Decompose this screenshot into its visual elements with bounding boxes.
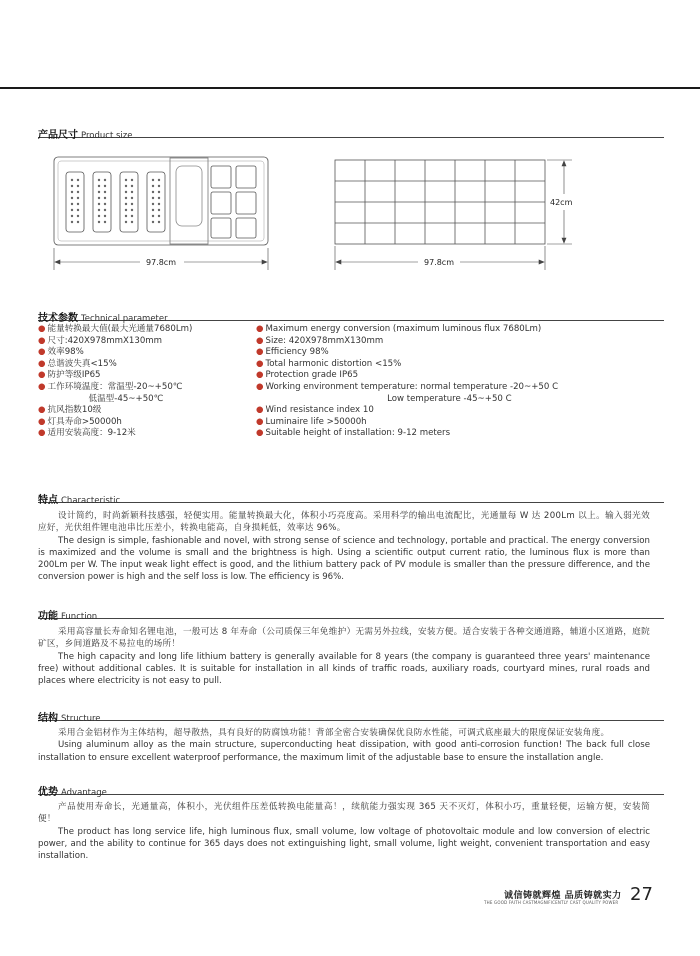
section-title-en: Advantage	[61, 788, 107, 798]
structure-text-en: Using aluminum alloy as the main structure, superconducting heat dissipation, with good anti-corrosion function! The back full close installation to ensure excellent waterproof performance, the maximum limit of the adjustable base to ensure the installation angle.	[38, 740, 650, 763]
section-header-function	[38, 604, 664, 622]
param-item-en: ● Total harmonic distortion <15%	[256, 358, 402, 369]
section-title-cn: 结构	[38, 713, 58, 724]
section-title-cn: 特点	[38, 495, 58, 506]
structure-text-cn: 采用合金铝材作为主体结构，超导散热，具有良好的防腐蚀功能！背部全密合安装确保优良防水性能，可调式底座最大的限度保证安装角度。	[58, 728, 610, 738]
top-rule	[0, 87, 700, 89]
function-text-cn: 采用高容量长寿命知名锂电池，一般可达 8 年寿命（公司质保三年免维护）无需另外拉线，安装方便。适合安装于各种交通道路，辅道小区道路，庭院矿区，乡间道路及不易拉电的场所！	[38, 627, 650, 650]
param-item-cn: ● 适用安装高度：9-12米	[38, 428, 136, 439]
param-item-en: ● Working environment temperature: normal temperature -20~+50 C	[256, 381, 559, 392]
param-item-en: ● Suitable height of installation: 9-12 meters	[256, 428, 451, 439]
back-width-label: 97.8cm	[423, 258, 455, 267]
section-title-cn: 优势	[38, 787, 58, 798]
function-text	[38, 626, 650, 687]
param-item-cn: ● 总谐波失真<15%	[38, 358, 117, 369]
param-item-cn-continued: 低温型-45~+50℃	[47, 393, 164, 404]
characteristic-text-cn: 设计简约，时尚新颖科技感强，轻便实用。能量转换最大化，体积小巧亮度高。采用科学的输出电流配比，光通量每 W 达 200Lm 以上。输入弱光效应好，光伏组件锂电池串比压差小，转换电能高，自身损耗低，效率达 96%。	[38, 511, 650, 534]
param-item-en: ● Luminaire life >50000h	[256, 416, 367, 427]
param-item-en: ● Size: 420X978mmX130mm	[256, 335, 384, 346]
param-item-en-continued: Low temperature -45~+50 C	[256, 393, 512, 404]
front-width-label: 97.8cm	[145, 258, 177, 267]
characteristic-text-en: The design is simple, fashionable and novel, with strong sense of science and technology, portable and practical. The energy conversion is maximized and the volume is small and the brightness is high. Using a scientific output current ratio, the luminous flux is more than 200Lm per W. The input weak light effect is good, and the lithium battery pack of PV module is smaller than the pressure difference, and the conversion power is high and the self loss is low. The efficiency is 96%.	[38, 535, 650, 583]
section-title-en: Product size	[81, 131, 133, 141]
footer-slogan-cn: 诚信铸就辉煌 品质铸就实力	[504, 891, 622, 901]
advantage-text-en: The product has long service life, high luminous flux, small volume, low voltage of photovoltaic module and low conversion of electric power, and the ability to continue for 365 days does not extinguishing light, small volume, light weight, convenient transportation and easy installation.	[38, 826, 650, 862]
section-title-en: Characteristic	[61, 496, 121, 506]
param-item-en: ● Efficiency 98%	[256, 347, 329, 358]
param-item-cn: ● 尺寸:420X978mmX130mm	[38, 335, 163, 346]
function-text-en: The high capacity and long life lithium battery is generally available for 8 years (the company is guaranteed three years' maintenance free) without additional cables. It is suitable for installation in all kinds of traffic roads, auxiliary roads, courtyard mines, rural roads and places where electricity is not easy to pull.	[38, 651, 650, 687]
advantage-text-cn: 产品使用寿命长，光通量高，体积小，光伏组件压差低转换电能量高！，续航能力强实现 365 天不灭灯，体积小巧，重量轻便，运输方便，安装简便！	[38, 802, 650, 825]
section-title-cn: 产品尺寸	[38, 130, 78, 141]
footer-slogan-en: THE GOOD FAITH CASTMAGNIFICENTLY CAST QUALITY POWER	[484, 900, 619, 905]
params-list-cn	[38, 324, 192, 440]
section-header-technical	[38, 306, 664, 324]
section-header-structure	[38, 706, 664, 724]
section-title-cn: 技术参数	[38, 313, 78, 324]
param-item-en: ● Maximum energy conversion (maximum luminous flux 7680Lm)	[256, 324, 542, 334]
front-view-drawing	[54, 157, 268, 245]
params-list-en	[256, 324, 558, 440]
structure-text	[38, 727, 650, 764]
param-item-cn: ● 能量转换最大值(最大光通量7680Lm)	[38, 324, 193, 334]
param-item-cn: ● 灯具寿命>50000h	[38, 416, 122, 427]
section-title-cn: 功能	[38, 611, 58, 622]
param-item-cn: ● 抗风指数10级	[38, 405, 102, 416]
page-number: 27	[630, 884, 653, 905]
back-height-label: 42cm	[550, 198, 573, 207]
product-size-drawing	[0, 150, 700, 310]
param-item-en: ● Protection grade ⅠP65	[256, 370, 359, 381]
section-title-en: Technical parameter	[81, 314, 168, 324]
section-title-en: Function	[61, 612, 98, 622]
param-item-cn: ● 效率98%	[38, 347, 84, 358]
section-header-characteristic	[38, 488, 664, 506]
characteristic-text	[38, 510, 650, 584]
section-title-en: Structure	[61, 714, 101, 724]
param-item-cn: ● 工作环境温度：常温型-20~+50℃	[38, 381, 183, 392]
param-item-cn: ● 防护等级ⅠP65	[38, 370, 101, 381]
advantage-text	[38, 801, 650, 862]
section-header-advantage	[38, 780, 664, 798]
back-view-drawing	[335, 160, 545, 244]
section-header-product-size	[38, 123, 664, 141]
param-item-en: ● Wind resistance index 10	[256, 405, 374, 416]
